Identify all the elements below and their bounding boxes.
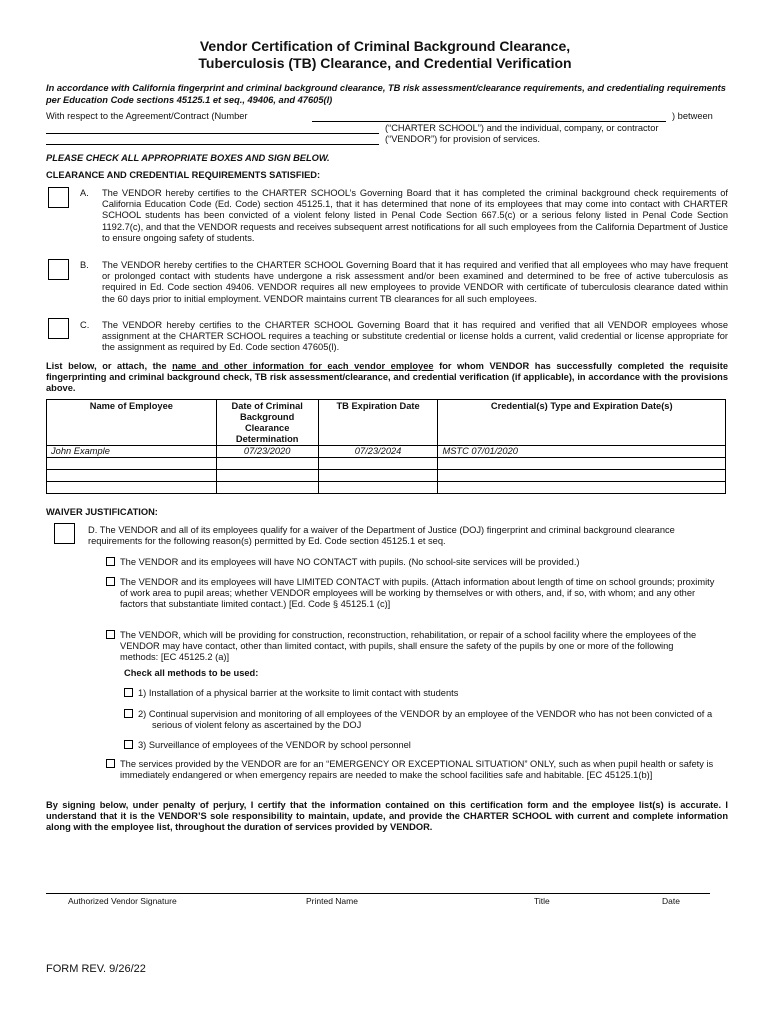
item-c-checkbox[interactable]: [48, 318, 69, 339]
item-a-checkbox[interactable]: [48, 187, 69, 208]
option-limited-contact: [106, 577, 720, 611]
employee-table: [46, 399, 726, 494]
clearance-date-cell[interactable]: 07/23/2020: [216, 446, 318, 458]
construction-checkbox[interactable]: [106, 630, 115, 639]
method-3: [124, 740, 411, 751]
no-contact-text: The VENDOR and its employees will have NO CONTACT with pupils. (No school-site services will be provided.): [120, 557, 580, 567]
credential-cell[interactable]: MSTC 07/01/2020: [438, 446, 726, 458]
title-label: Title: [534, 896, 550, 906]
option-emergency: [106, 759, 720, 781]
tb-date-cell[interactable]: [318, 458, 438, 470]
item-c-text: The VENDOR hereby certifies to the CHARTER SCHOOL Governing Board that it has required and verified that all VENDOR employees whose assignment at the CHARTER SCHOOL requires a teaching or substitute credential or license holds a current, valid credential or license appropriate for the assignment as required by Ed. Code section 47605(l).: [102, 320, 728, 353]
list-instructions-part2: , the: [144, 361, 173, 371]
col-header-clearance-date: Date of Criminal Background Clearance Determination: [216, 400, 318, 446]
agreement-between: ) between: [672, 111, 713, 121]
signature-line[interactable]: [46, 893, 710, 894]
clearance-heading: CLEARANCE AND CREDENTIAL REQUIREMENTS SATISFIED:: [46, 170, 321, 180]
form-revision: FORM REV. 9/26/22: [46, 963, 146, 975]
tb-date-cell[interactable]: [318, 470, 438, 482]
agreement-prefix: With respect to the Agreement/Contract (Number: [46, 111, 248, 121]
credential-cell[interactable]: [438, 470, 726, 482]
col-header-credentials: Credential(s) Type and Expiration Date(s): [438, 400, 726, 446]
employee-name-cell[interactable]: John Example: [47, 446, 217, 458]
employee-list-instructions: [46, 361, 728, 395]
printed-name-label: Printed Name: [306, 896, 358, 906]
charter-school-name-field[interactable]: [46, 133, 379, 134]
item-d-checkbox[interactable]: [54, 523, 75, 544]
no-contact-checkbox[interactable]: [106, 557, 115, 566]
employee-name-cell[interactable]: [47, 458, 217, 470]
table-row: [47, 470, 726, 482]
list-instructions-emphasis: name and other information for each vendor employee: [172, 361, 434, 371]
employee-name-cell[interactable]: [47, 482, 217, 494]
method-2-text: 2) Continual supervision and monitoring of all employees of the VENDOR by an employee of the VENDOR who has not been convicted of a serious of violent felony as ascertained by the DOJ: [138, 709, 713, 731]
item-a-letter: A.: [80, 188, 89, 198]
clearance-date-cell[interactable]: [216, 458, 318, 470]
item-b-letter: B.: [80, 260, 89, 270]
item-a-text: The VENDOR hereby certifies to the CHARTER SCHOOL’s Governing Board that it has completed the criminal background check requirements of California Education Code (Ed. Code) section 45125.1, that it has determined that none of its employees that may come into contact with CHARTER SCHOOL students has been convicted of a violent felony listed in Penal Code Section 667.5(c) or a serious felony listed in Penal Code Section 1192.7(c), and that the VENDOR requests and receives subsequent arrest notifications for all such employees from the California Department of Justice to ensure ongoing safety of students.: [102, 188, 728, 243]
method-1-text: 1) Installation of a physical barrier at the worksite to limit contact with students: [138, 688, 459, 698]
col-header-name: Name of Employee: [47, 400, 217, 446]
table-row: [47, 482, 726, 494]
table-header-row: [47, 400, 726, 446]
item-c-letter: C.: [80, 320, 90, 330]
credential-cell[interactable]: [438, 458, 726, 470]
vendor-name-field[interactable]: [46, 144, 379, 145]
credential-cell[interactable]: [438, 482, 726, 494]
option-construction: [106, 630, 710, 664]
option-no-contact: [106, 557, 728, 568]
item-d-text: D. The VENDOR and all of its employees qualify for a waiver of the Department of Justice (DOJ) fingerprint and criminal background clearance requirements for the following reason(s) permitted by Ed. Code section 45125.1 et seq.: [88, 525, 675, 547]
item-b-text: The VENDOR hereby certifies to the CHARTER SCHOOL Governing Board that it has required and verified that all employees who may have frequent or prolonged contact with students have undergone a risk assessment and/or been examined and determined to be free of active tuberculosis as required in Ed. Code section 49406. VENDOR requires all new employees to provide VENDOR with certificate of tuberculosis clearance dated within the 60 days prior to initial employment. VENDOR maintains current TB clearances for all such employees.: [102, 260, 728, 304]
agreement-number-field[interactable]: [312, 121, 666, 122]
method-3-checkbox[interactable]: [124, 740, 133, 749]
item-b-checkbox[interactable]: [48, 259, 69, 280]
method-2-checkbox[interactable]: [124, 709, 133, 718]
charter-school-label: (“CHARTER SCHOOL”) and the individual, company, or contractor: [385, 123, 659, 133]
signature-label: Authorized Vendor Signature: [68, 896, 177, 906]
table-row: [47, 458, 726, 470]
emergency-checkbox[interactable]: [106, 759, 115, 768]
method-1: [124, 688, 458, 699]
method-3-text: 3) Surveillance of employees of the VENDOR by school personnel: [138, 740, 411, 750]
method-2: [124, 709, 734, 731]
check-all-instruction: PLEASE CHECK ALL APPROPRIATE BOXES AND SIGN BELOW.: [46, 153, 330, 163]
waiver-heading: WAIVER JUSTIFICATION:: [46, 507, 158, 517]
col-header-tb-date: TB Expiration Date: [318, 400, 438, 446]
vendor-label: (“VENDOR”) for provision of services.: [385, 134, 540, 144]
list-instructions-part4: for whom VENDOR has successfully completed the requisite fingerprinting and criminal background check, TB risk assessment/clearance, and credential verification (if applicable), in accordance with the provisions above.: [46, 361, 728, 394]
employee-name-cell[interactable]: [47, 470, 217, 482]
certification-statement: By signing below, under penalty of perjury, I certify that the information contained on this certification form and the employee list(s) is accurate. I understand that it is the VENDOR’S sole responsibility to maintain, update, and provide the CHARTER SCHOOL with current and complete information along with the employee list, throughout the duration of services provided by VENDOR.: [46, 800, 728, 833]
construction-text: The VENDOR, which will be providing for construction, reconstruction, rehabilitation, or repair of a school facility where the employees of the VENDOR may have contact, other than limited contact, with pupils, shall ensure the safety of the pupils by one or more of the following methods: [EC 45125.2 (a)]: [120, 630, 697, 663]
limited-contact-checkbox[interactable]: [106, 577, 115, 586]
form-title-line2: Tuberculosis (TB) Clearance, and Credential Verification: [198, 55, 572, 71]
methods-heading: Check all methods to be used:: [124, 668, 259, 678]
date-label: Date: [662, 896, 680, 906]
intro-statement: In accordance with California fingerprint and criminal background clearance, TB risk assessment/clearance requirements, and credentialing requirements per Education Code sections 45125.1 et seq., 49406, and 47605(l): [46, 83, 726, 105]
limited-contact-text: The VENDOR and its employees will have LIMITED CONTACT with pupils. (Attach information about length of time on school grounds; proximity of work area to pupil areas; whether VENDOR employees will be working by themselves or with others, and, if so, with whom; and any other factors that substantiate limited contact.) [Ed. Code § 45125.1 (c)]: [120, 577, 715, 610]
tb-date-cell[interactable]: 07/23/2024: [318, 446, 438, 458]
clearance-date-cell[interactable]: [216, 470, 318, 482]
list-instructions-part1: List below, or attach: [46, 361, 145, 371]
clearance-date-cell[interactable]: [216, 482, 318, 494]
tb-date-cell[interactable]: [318, 482, 438, 494]
method-1-checkbox[interactable]: [124, 688, 133, 697]
emergency-text: The services provided by the VENDOR are for an “EMERGENCY OR EXCEPTIONAL SITUATION” ONLY, such as when pupil health or safety is immediately endangered or when emergency repairs are needed to make the school facilities safe and habitable. [EC 45125.1(b)]: [120, 759, 714, 781]
form-title-line1: Vendor Certification of Criminal Background Clearance,: [199, 38, 571, 54]
table-row: [47, 446, 726, 458]
